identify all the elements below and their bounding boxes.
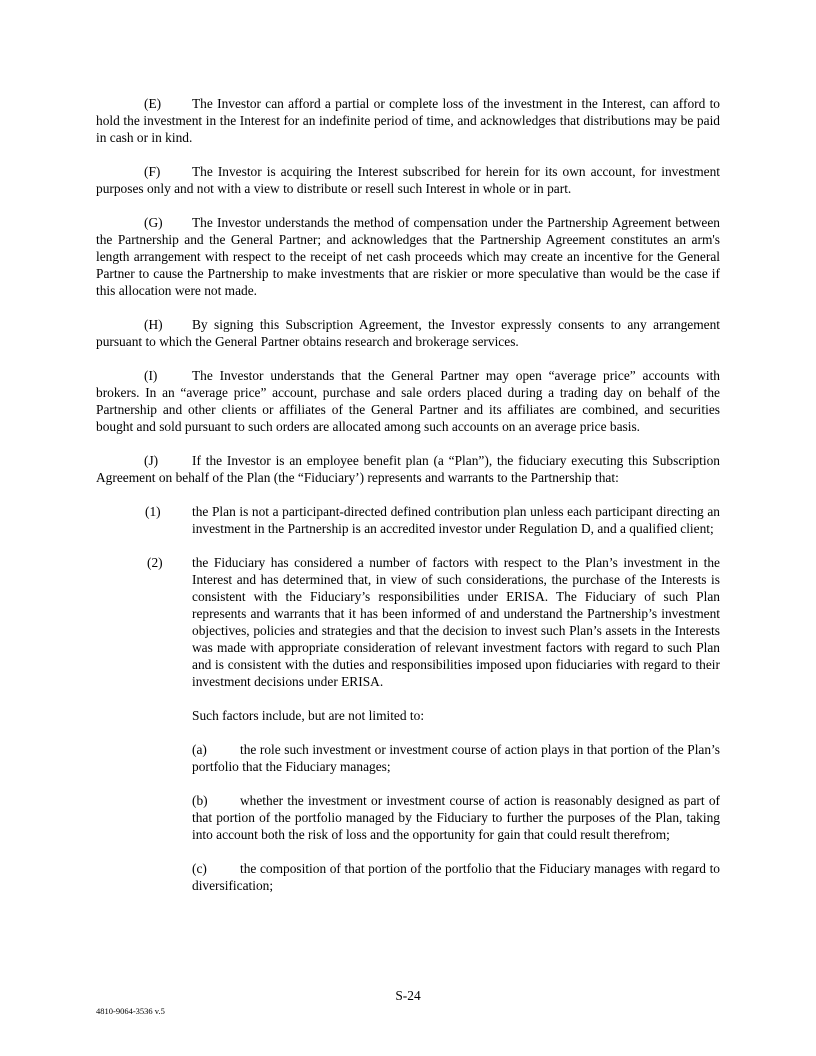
paragraph-i	[96, 367, 720, 435]
paragraph-text: By signing this Subscription Agreement, the Investor expressly consents to any arrangement pursuant to which the General Partner obtains research and brokerage services.	[96, 317, 720, 349]
factor-label: (a)	[192, 742, 207, 757]
factor-text: the role such investment or investment course of action plays in that portion of the Plan’s portfolio that the Fiduciary manages;	[192, 742, 720, 774]
paragraph-text: The Investor is acquiring the Interest subscribed for herein for its own account, for investment purposes only and not with a view to distribute or resell such Interest in whole or in part.	[96, 164, 720, 196]
document-id: 4810-9064-3536 v.5	[96, 1006, 165, 1016]
paragraph-label: (G)	[144, 215, 163, 230]
numbered-item-label: (2)	[147, 555, 163, 570]
numbered-item-text: the Plan is not a participant-directed defined contribution plan unless each participant directing an investment in the Partnership is an accredited investor under Regulation D, and a qualified client;	[192, 504, 720, 536]
factor-item-b	[96, 792, 720, 843]
paragraph-e	[96, 95, 720, 146]
numbered-item-text: the Fiduciary has considered a number of factors with respect to the Plan’s investment in the Interest and has determined that, in view of such considerations, the purchase of the Interests is consistent with the Fiduciary’s responsibilities under ERISA. The Fiduciary of such Plan represents and warrants that it has been informed of and understand the Partnership’s investment objectives, policies and strategies and that the decision to invest such Plan’s assets in the Interests was made with appropriate consideration of relevant investment factors with regard to such Plan and is consistent with the duties and responsibilities imposed upon fiduciaries with regard to their investment decisions under ERISA.	[192, 555, 720, 689]
paragraph-text: If the Investor is an employee benefit plan (a “Plan”), the fiduciary executing this Subscription Agreement on behalf of the Plan (the “Fiduciary’) represents and warrants to the Partnership that:	[96, 453, 720, 485]
paragraph-label: (J)	[144, 453, 159, 468]
numbered-item-label: (1)	[145, 504, 161, 519]
factor-item-a	[96, 741, 720, 775]
paragraph-j	[96, 452, 720, 486]
paragraph-h	[96, 316, 720, 350]
factor-label: (c)	[192, 861, 207, 876]
factor-text: whether the investment or investment course of action is reasonably designed as part of that portion of the portfolio managed by the Fiduciary to further the purposes of the Plan, taking into account both the risk of loss and the opportunity for gain that could result therefrom;	[192, 793, 720, 842]
numbered-item-2	[96, 554, 720, 690]
paragraph-f	[96, 163, 720, 197]
paragraph-text: The Investor understands that the General Partner may open “average price” accounts with brokers. In an “average price” account, purchase and sale orders placed during a trading day on behalf of the Partnership and other clients or affiliates of the General Partner and its affiliates are combined, and securities bought and sold pursuant to such orders are allocated among such accounts on an average price basis.	[96, 368, 720, 434]
paragraph-label: (I)	[144, 368, 158, 383]
numbered-item-1	[96, 503, 720, 537]
paragraph-g	[96, 214, 720, 299]
factor-item-c	[96, 860, 720, 894]
paragraph-label: (F)	[144, 164, 161, 179]
document-body	[96, 95, 720, 911]
factor-label: (b)	[192, 793, 208, 808]
paragraph-text: The Investor can afford a partial or complete loss of the investment in the Interest, can afford to hold the investment in the Interest for an indefinite period of time, and acknowledges that distributions may be paid in cash or in kind.	[96, 96, 720, 145]
paragraph-text: The Investor understands the method of compensation under the Partnership Agreement between the Partnership and the General Partner; and acknowledges that the Partnership Agreement constitutes an arm's length arrangement with respect to the receipt of net cash proceeds which may create an incentive for the General Partner to cause the Partnership to make investments that are riskier or more speculative than would be the case if this allocation were not made.	[96, 215, 720, 298]
paragraph-label: (H)	[144, 317, 163, 332]
factor-text: the composition of that portion of the portfolio that the Fiduciary manages with regard to diversification;	[192, 861, 720, 893]
paragraph-label: (E)	[144, 96, 162, 111]
page-number: S-24	[395, 988, 421, 1003]
factors-intro: Such factors include, but are not limited to:	[192, 708, 425, 723]
